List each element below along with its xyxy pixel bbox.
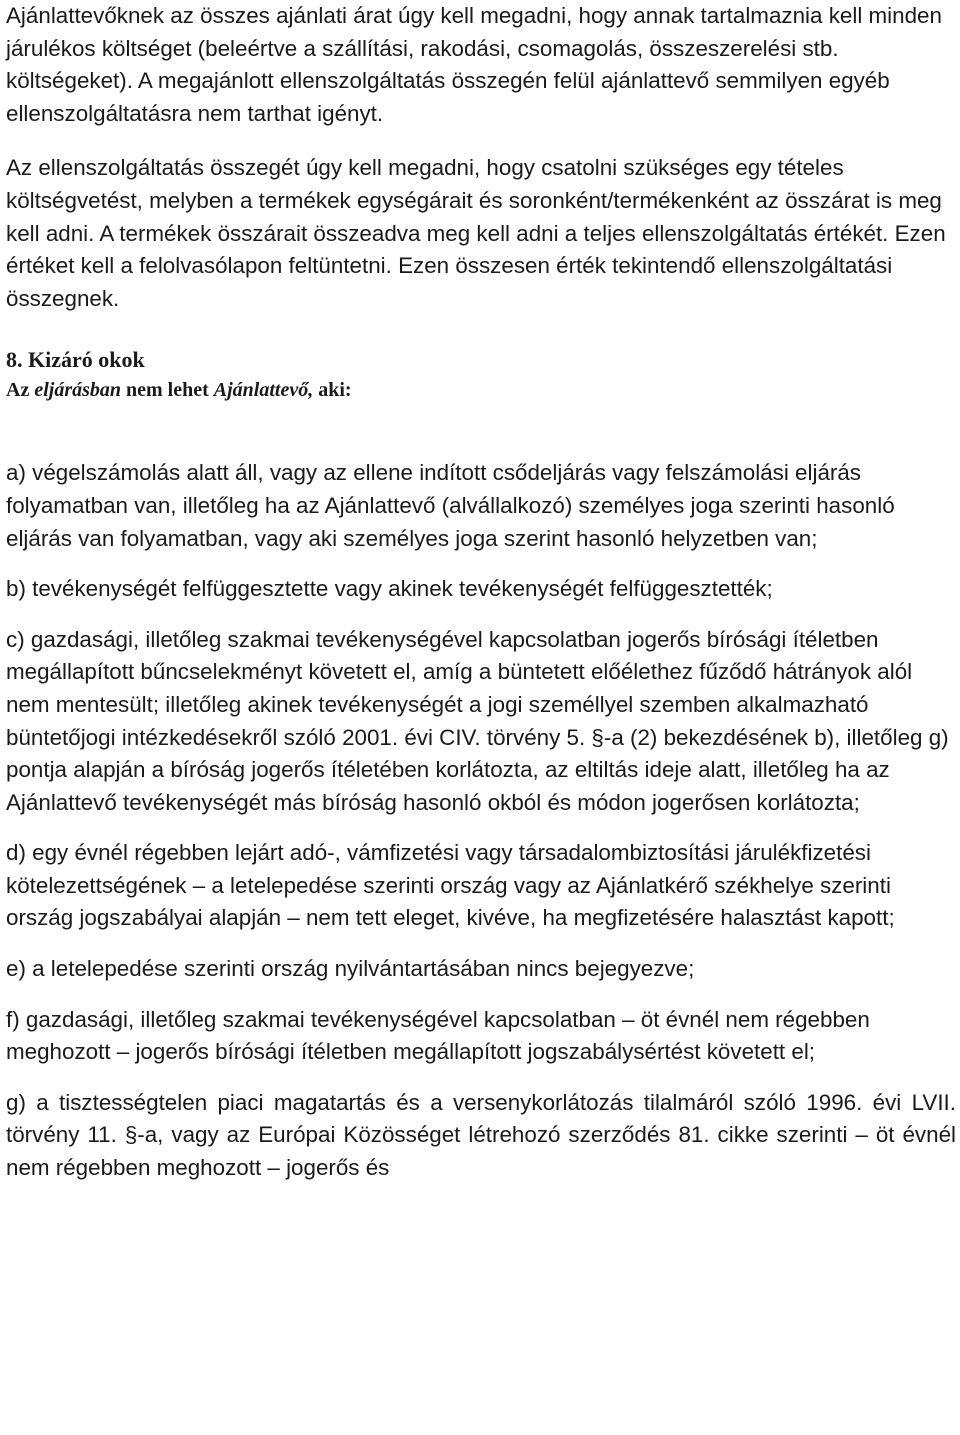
list-item-c: c) gazdasági, illetőleg szakmai tevékenységével kapcsolatban jogerős bírósági ítéletben megállapított bűncselekményt követett el, amíg a büntetett előélethez fűződő hátrányok alól nem mentesült; illetőleg akinek tevékenységét a jogi személlyel szemben alkalmazható büntetőjogi intézkedésekről szóló 2001. évi CIV. törvény 5. §-a (2) bekezdésének b), illetőleg g) pontja alapján a bíróság jogerős ítéletében korlátozta, az eltiltás ideje alatt, illetőleg ha az Ajánlattevő tevékenységét más bíróság hasonló okból és módon jogerősen korlátozta; [6,626,949,815]
list-item-a: a) végelszámolás alatt áll, vagy az ellene indított csődeljárás vagy felszámolási eljárás folyamatban van, illetőleg ha az Ajánlattevő (alvállalkozó) személyes joga szerinti hasonló eljárás van folyamatban, vagy aki személyes joga szerint hasonló helyzetben van; [6,460,895,551]
section-subheading: Az eljárásban nem lehet Ajánlattevő, aki: [6,379,352,402]
list-item-g: g) a tisztességtelen piaci magatartás és a versenykorlátozás tilalmáról szóló 1996. évi LVII. törvény 11. §-a, vagy az Európai Közösséget létrehozó szerződés 81. cikke szerinti – öt évnél nem régebben meghozott – jogerős és [6,1089,956,1181]
intro-paragraph-2: Az ellenszolgáltatás összegét úgy kell megadni, hogy csatolni szükséges egy tételes költségvetést, melyben a termékek egységárait és soronként/termékenként az összárat is meg kell adni. A termékek összárait összeadva meg kell adni a teljes ellenszolgáltatás értékét. Ezen értéket kell a felolvasólapon feltüntetni. Ezen összesen érték tekintendő ellenszolgáltatási összegnek. [6,155,946,311]
document-page [6,0,956,1185]
list-item-d: d) egy évnél régebben lejárt adó-, vámfizetési vagy társadalombiztosítási járulékfizetési kötelezettségének – a letelepedése szerinti ország vagy az Ajánlatkérő székhelye szerinti ország jogszabályai alapján – nem tett eleget, kivéve, ha megfizetésére halasztást kapott; [6,840,895,931]
list-item-b: b) tevékenységét felfüggesztette vagy akinek tevékenységét felfüggesztették; [6,576,773,602]
intro-paragraph-1: Ajánlattevőknek az összes ajánlati árat úgy kell megadni, hogy annak tartalmaznia kell minden járulékos költséget (beleértve a szállítási, rakodási, csomagolás, összeszerelési stb. költségeket). A megajánlott ellenszolgáltatás összegén felül ajánlattevő semmilyen egyéb ellenszolgáltatásra nem tarthat igényt. [6,3,942,126]
list-item-f: f) gazdasági, illetőleg szakmai tevékenységével kapcsolatban – öt évnél nem régebben meghozott – jogerős bírósági ítéletben megállapított jogszabálysértést követett el; [6,1006,870,1065]
section-heading: 8. Kizáró okok [6,347,145,373]
list-item-e: e) a letelepedése szerinti ország nyilvántartásában nincs bejegyezve; [6,956,695,982]
